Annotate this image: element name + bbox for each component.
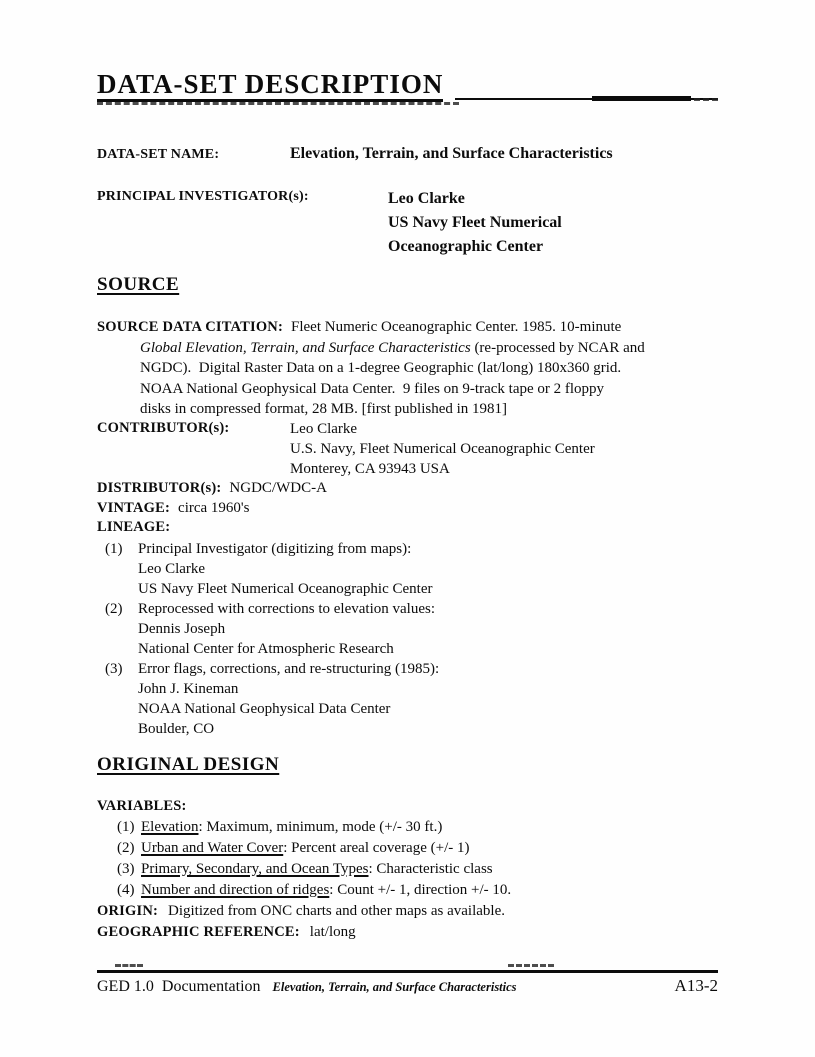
variable-description: : Count +/- 1, direction +/- 10.: [329, 882, 512, 898]
variable-text: [141, 882, 511, 898]
variable-number: (3): [117, 861, 135, 877]
footer-rule-artifact: [115, 964, 143, 967]
variable-number: (2): [117, 840, 135, 856]
variable-item-4: [97, 880, 717, 901]
pi-line: Oceanographic Center: [388, 238, 544, 255]
variable-term: Elevation: [141, 819, 199, 835]
variable-item-1: [97, 817, 717, 838]
pi-line: US Navy Fleet Numerical: [388, 214, 562, 231]
lineage-line: Principal Investigator (digitizing from maps):: [138, 541, 412, 557]
vintage-value: circa 1960's: [178, 500, 250, 516]
variables-label: VARIABLES:: [97, 798, 187, 814]
distributor-label: DISTRIBUTOR(s):: [97, 480, 222, 496]
principal-investigator-value: [388, 187, 562, 259]
variable-term: Number and direction of ridges: [141, 882, 330, 898]
contributor-line: U.S. Navy, Fleet Numerical Oceanographic Center: [290, 441, 595, 457]
dataset-name-label: DATA-SET NAME:: [97, 147, 220, 162]
distributor-value: NGDC/WDC-A: [229, 480, 327, 496]
title-underline-artifact: [97, 102, 459, 105]
contributor-line: Monterey, CA 93943 USA: [290, 461, 450, 477]
lineage-line: John J. Kineman: [138, 681, 239, 697]
citation-line: [140, 338, 645, 359]
citation-line: disks in compressed format, 28 MB. [first published in 1981]: [140, 401, 508, 417]
contributor-row: [97, 419, 737, 477]
title-rule-thick-segment: [592, 96, 691, 101]
geographic-reference-row: [97, 923, 356, 941]
distributor-row: [97, 479, 327, 497]
variable-text: [141, 840, 470, 856]
variable-description: : Characteristic class: [368, 861, 493, 877]
lineage-line: Error flags, corrections, and re-structuring (1985):: [138, 661, 440, 677]
lineage-line: Boulder, CO: [138, 721, 215, 737]
contributor-value: [290, 419, 595, 479]
lineage-line: Reprocessed with corrections to elevation values:: [138, 601, 435, 617]
lineage-item-2: [97, 599, 717, 659]
origin-row: [97, 902, 505, 920]
variable-text: [141, 819, 442, 835]
lineage-line: US Navy Fleet Numerical Oceanographic Center: [138, 581, 433, 597]
lineage-item-3: [97, 659, 717, 739]
footer-doc-title: GED 1.0 Documentation: [97, 978, 261, 995]
lineage-line: National Center for Atmospheric Research: [138, 641, 394, 657]
lineage-label: LINEAGE:: [97, 519, 171, 535]
contributor-line: Leo Clarke: [290, 421, 358, 437]
lineage-item-lines: [138, 599, 717, 659]
dataset-name-row: [97, 145, 737, 163]
source-section-heading: SOURCE: [97, 274, 180, 295]
geographic-reference-label: GEOGRAPHIC REFERENCE:: [97, 924, 300, 940]
lineage-item-number: (1): [105, 541, 123, 557]
dataset-name-value: Elevation, Terrain, and Surface Characteristics: [290, 145, 613, 162]
lineage-item-number: (2): [105, 601, 123, 617]
contributor-label: CONTRIBUTOR(s):: [97, 420, 230, 436]
citation-cited-title: Global Elevation, Terrain, and Surface Characteristics: [140, 339, 471, 356]
citation-line: [97, 317, 645, 338]
citation-label: SOURCE DATA CITATION:: [97, 319, 284, 335]
page-title: DATA-SET DESCRIPTION: [97, 70, 443, 102]
lineage-item-number: (3): [105, 661, 123, 677]
citation-line: NOAA National Geophysical Data Center. 9 files on 9-track tape or 2 floppy: [140, 380, 605, 397]
lineage-item-1: [97, 539, 717, 599]
lineage-line: Leo Clarke: [138, 561, 206, 577]
lineage-line: NOAA National Geophysical Data Center: [138, 701, 391, 717]
citation-text: Fleet Numeric Oceanographic Center. 1985. 10-minute: [291, 319, 622, 335]
pi-line: Leo Clarke: [388, 190, 465, 207]
citation-text: (re-processed by NCAR and: [470, 339, 645, 356]
variable-number: (1): [117, 819, 135, 835]
variable-item-3: [97, 859, 717, 880]
geographic-reference-value: lat/long: [309, 924, 356, 940]
principal-investigator-row: [97, 187, 737, 255]
page-footer: [97, 976, 718, 996]
title-rule-end-dashes: [694, 98, 718, 101]
variable-description: : Percent areal coverage (+/- 1): [283, 840, 470, 856]
variable-term: Primary, Secondary, and Ocean Types: [141, 861, 369, 877]
footer-page-number: A13-2: [674, 976, 718, 995]
variable-number: (4): [117, 882, 135, 898]
footer-rule: [97, 970, 718, 973]
principal-investigator-label: PRINCIPAL INVESTIGATOR(s):: [97, 189, 309, 204]
lineage-item-lines: [138, 539, 717, 599]
citation-line: NGDC). Digital Raster Data on a 1-degree Geographic (lat/long) 180x360 grid.: [140, 360, 622, 376]
lineage-item-lines: [138, 659, 717, 739]
footer-dataset-title: Elevation, Terrain, and Surface Characteristics: [272, 980, 517, 994]
vintage-label: VINTAGE:: [97, 500, 171, 516]
variable-description: : Maximum, minimum, mode (+/- 30 ft.): [198, 819, 443, 835]
footer-rule-artifact: [508, 964, 554, 967]
original-design-heading: ORIGINAL DESIGN: [97, 754, 280, 775]
variable-item-2: [97, 838, 717, 859]
origin-value: Digitized from ONC charts and other maps as available.: [168, 903, 505, 919]
variable-term: Urban and Water Cover: [141, 840, 284, 856]
origin-label: ORIGIN:: [97, 903, 159, 919]
variable-text: [141, 861, 493, 877]
source-data-citation: [97, 317, 645, 420]
lineage-line: Dennis Joseph: [138, 621, 226, 637]
vintage-row: [97, 499, 249, 517]
